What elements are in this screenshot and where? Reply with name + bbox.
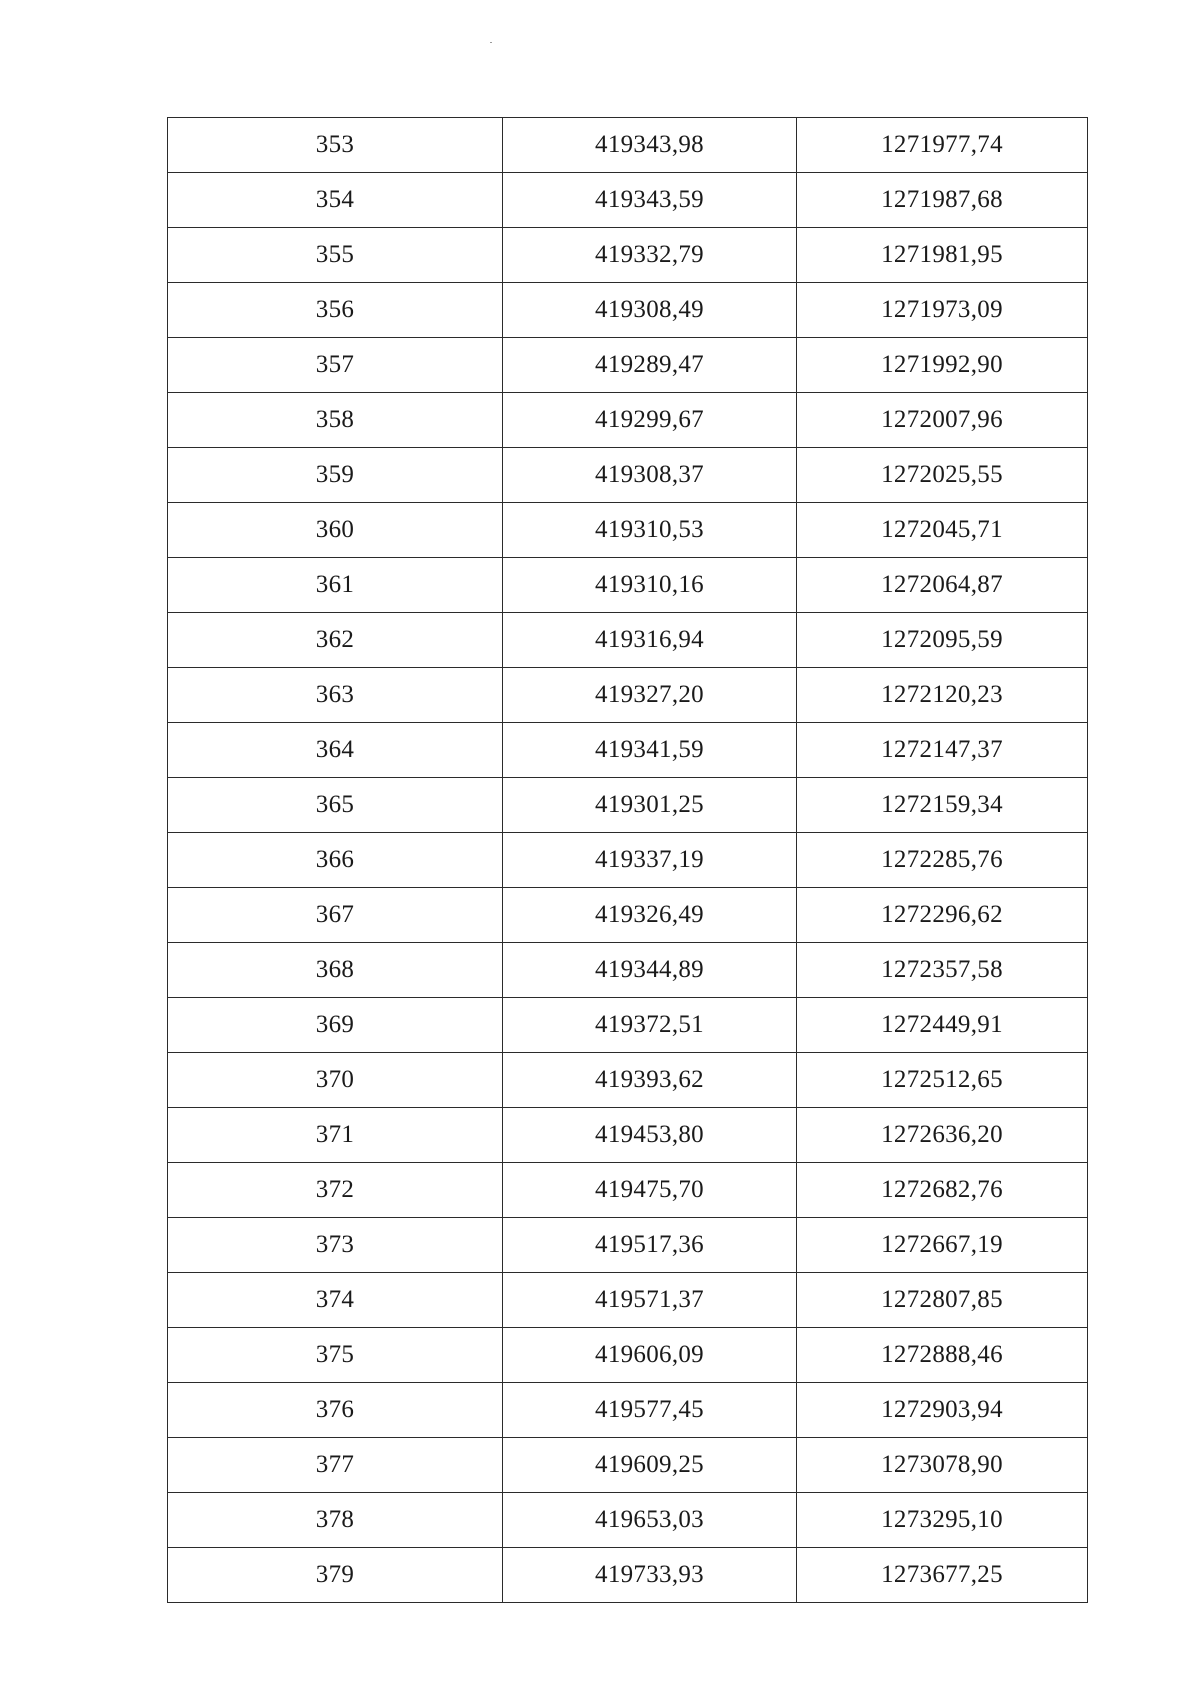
coordinate-y-cell: 1272449,91	[797, 998, 1088, 1053]
coordinate-y-cell: 1272025,55	[797, 448, 1088, 503]
coordinate-y-cell: 1272064,87	[797, 558, 1088, 613]
table-row	[168, 1218, 1088, 1273]
table-row	[168, 173, 1088, 228]
table-row	[168, 1108, 1088, 1163]
point-number-cell: 358	[168, 393, 503, 448]
point-number-cell: 373	[168, 1218, 503, 1273]
point-number-cell: 357	[168, 338, 503, 393]
table-row	[168, 1273, 1088, 1328]
coordinate-y-cell: 1272357,58	[797, 943, 1088, 998]
coordinate-y-cell: 1272512,65	[797, 1053, 1088, 1108]
point-number-cell: 377	[168, 1438, 503, 1493]
coordinate-x-cell: 419308,49	[503, 283, 797, 338]
point-number-cell: 363	[168, 668, 503, 723]
coordinate-y-cell: 1273295,10	[797, 1493, 1088, 1548]
point-number-cell: 367	[168, 888, 503, 943]
coordinate-x-cell: 419310,53	[503, 503, 797, 558]
coordinate-y-cell: 1272120,23	[797, 668, 1088, 723]
coordinate-y-cell: 1273078,90	[797, 1438, 1088, 1493]
coordinate-x-cell: 419308,37	[503, 448, 797, 503]
table-row	[168, 778, 1088, 833]
coordinate-y-cell: 1271987,68	[797, 173, 1088, 228]
coordinate-y-cell: 1272095,59	[797, 613, 1088, 668]
coordinate-y-cell: 1272159,34	[797, 778, 1088, 833]
coordinate-x-cell: 419301,25	[503, 778, 797, 833]
coordinate-x-cell: 419517,36	[503, 1218, 797, 1273]
table-row	[168, 1493, 1088, 1548]
point-number-cell: 361	[168, 558, 503, 613]
coordinate-y-cell: 1272007,96	[797, 393, 1088, 448]
coordinate-x-cell: 419372,51	[503, 998, 797, 1053]
coordinates-table	[167, 117, 1088, 1603]
table-row	[168, 338, 1088, 393]
coordinate-x-cell: 419609,25	[503, 1438, 797, 1493]
point-number-cell: 365	[168, 778, 503, 833]
coordinate-x-cell: 419326,49	[503, 888, 797, 943]
coordinate-x-cell: 419327,20	[503, 668, 797, 723]
point-number-cell: 354	[168, 173, 503, 228]
point-number-cell: 371	[168, 1108, 503, 1163]
table-row	[168, 1163, 1088, 1218]
coordinate-x-cell: 419316,94	[503, 613, 797, 668]
coordinate-x-cell: 419343,98	[503, 118, 797, 173]
coordinate-x-cell: 419475,70	[503, 1163, 797, 1218]
coordinate-x-cell: 419571,37	[503, 1273, 797, 1328]
coordinate-y-cell: 1272807,85	[797, 1273, 1088, 1328]
table-row	[168, 1383, 1088, 1438]
coordinate-x-cell: 419299,67	[503, 393, 797, 448]
coordinate-x-cell: 419653,03	[503, 1493, 797, 1548]
coordinate-x-cell: 419453,80	[503, 1108, 797, 1163]
coordinate-y-cell: 1273677,25	[797, 1548, 1088, 1603]
scan-artifact	[490, 42, 492, 43]
table-row	[168, 448, 1088, 503]
point-number-cell: 360	[168, 503, 503, 558]
table-row	[168, 833, 1088, 888]
coordinate-x-cell: 419310,16	[503, 558, 797, 613]
table-row	[168, 118, 1088, 173]
table-row	[168, 668, 1088, 723]
coordinate-x-cell: 419606,09	[503, 1328, 797, 1383]
coordinate-x-cell: 419393,62	[503, 1053, 797, 1108]
table-row	[168, 283, 1088, 338]
table-row	[168, 723, 1088, 778]
coordinate-x-cell: 419343,59	[503, 173, 797, 228]
table-row	[168, 998, 1088, 1053]
coordinate-y-cell: 1272667,19	[797, 1218, 1088, 1273]
table-row	[168, 943, 1088, 998]
coordinates-table-body	[168, 118, 1088, 1603]
coordinate-x-cell: 419289,47	[503, 338, 797, 393]
point-number-cell: 366	[168, 833, 503, 888]
point-number-cell: 368	[168, 943, 503, 998]
point-number-cell: 355	[168, 228, 503, 283]
coordinate-y-cell: 1271992,90	[797, 338, 1088, 393]
point-number-cell: 376	[168, 1383, 503, 1438]
point-number-cell: 369	[168, 998, 503, 1053]
point-number-cell: 370	[168, 1053, 503, 1108]
table-row	[168, 558, 1088, 613]
coordinate-y-cell: 1272903,94	[797, 1383, 1088, 1438]
table-row	[168, 228, 1088, 283]
coordinate-y-cell: 1272147,37	[797, 723, 1088, 778]
table-row	[168, 1053, 1088, 1108]
coordinate-y-cell: 1272045,71	[797, 503, 1088, 558]
coordinate-x-cell: 419341,59	[503, 723, 797, 778]
point-number-cell: 359	[168, 448, 503, 503]
table-row	[168, 1548, 1088, 1603]
coordinate-y-cell: 1272682,76	[797, 1163, 1088, 1218]
coordinate-y-cell: 1272636,20	[797, 1108, 1088, 1163]
coordinate-x-cell: 419733,93	[503, 1548, 797, 1603]
point-number-cell: 374	[168, 1273, 503, 1328]
coordinate-y-cell: 1272296,62	[797, 888, 1088, 943]
table-row	[168, 613, 1088, 668]
point-number-cell: 379	[168, 1548, 503, 1603]
coordinate-y-cell: 1271977,74	[797, 118, 1088, 173]
coordinate-x-cell: 419332,79	[503, 228, 797, 283]
coordinate-y-cell: 1272888,46	[797, 1328, 1088, 1383]
point-number-cell: 375	[168, 1328, 503, 1383]
point-number-cell: 362	[168, 613, 503, 668]
coordinate-y-cell: 1272285,76	[797, 833, 1088, 888]
point-number-cell: 353	[168, 118, 503, 173]
table-row	[168, 503, 1088, 558]
coordinate-y-cell: 1271973,09	[797, 283, 1088, 338]
table-row	[168, 888, 1088, 943]
coordinate-y-cell: 1271981,95	[797, 228, 1088, 283]
table-row	[168, 393, 1088, 448]
coordinate-x-cell: 419337,19	[503, 833, 797, 888]
table-row	[168, 1328, 1088, 1383]
coordinate-x-cell: 419344,89	[503, 943, 797, 998]
table-row	[168, 1438, 1088, 1493]
coordinate-x-cell: 419577,45	[503, 1383, 797, 1438]
point-number-cell: 356	[168, 283, 503, 338]
point-number-cell: 372	[168, 1163, 503, 1218]
point-number-cell: 378	[168, 1493, 503, 1548]
point-number-cell: 364	[168, 723, 503, 778]
